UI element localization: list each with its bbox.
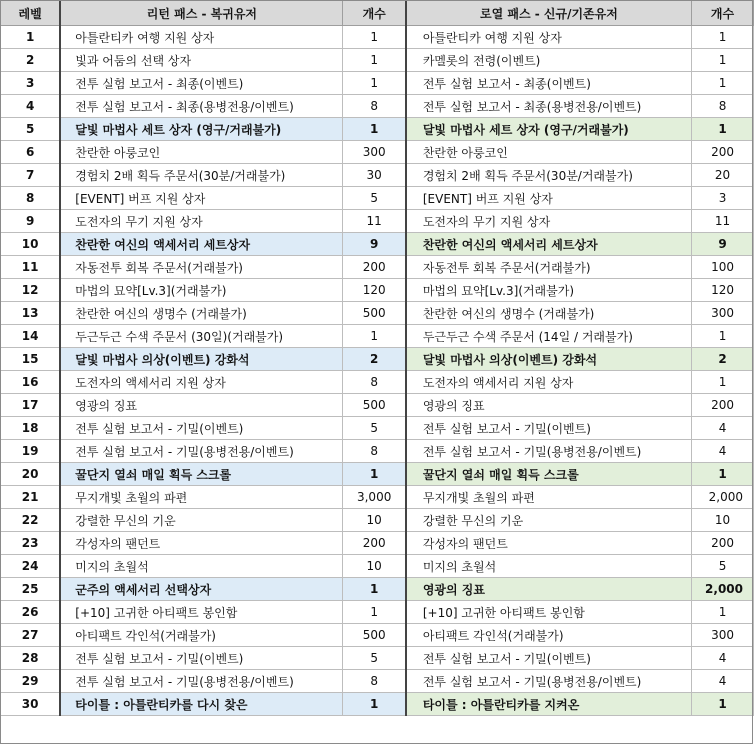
level-cell: 21 xyxy=(1,486,61,509)
level-cell: 9 xyxy=(1,210,61,233)
table-row xyxy=(1,141,754,164)
level-cell: 12 xyxy=(1,279,61,302)
return-item-cell: 달빛 마법사 세트 상자 (영구/거래불가) xyxy=(60,118,343,141)
royal-item-cell: 전투 실험 보고서 - 기밀(이벤트) xyxy=(406,417,692,440)
royal-count-cell: 3 xyxy=(692,187,754,210)
return-count-cell: 2 xyxy=(343,348,406,371)
royal-item-cell: 마법의 묘약[Lv.3](거래불가) xyxy=(406,279,692,302)
level-cell: 5 xyxy=(1,118,61,141)
return-count-cell: 1 xyxy=(343,118,406,141)
return-count-cell: 9 xyxy=(343,233,406,256)
level-cell: 17 xyxy=(1,394,61,417)
return-item-cell: [EVENT] 버프 지원 상자 xyxy=(60,187,343,210)
return-count-cell: 500 xyxy=(343,624,406,647)
royal-item-cell: 달빛 마법사 의상(이벤트) 강화석 xyxy=(406,348,692,371)
table-row xyxy=(1,509,754,532)
return-item-cell: 전투 실험 보고서 - 기밀(이벤트) xyxy=(60,647,343,670)
table-row xyxy=(1,164,754,187)
royal-count-cell: 1 xyxy=(692,49,754,72)
return-count-cell: 1 xyxy=(343,72,406,95)
return-count-cell: 500 xyxy=(343,394,406,417)
return-count-cell: 1 xyxy=(343,693,406,716)
return-item-cell: 아티팩트 각인석(거래불가) xyxy=(60,624,343,647)
return-item-cell: 찬란한 아룽코인 xyxy=(60,141,343,164)
table-row xyxy=(1,279,754,302)
level-cell: 14 xyxy=(1,325,61,348)
table-row xyxy=(1,233,754,256)
return-item-cell: 영광의 징표 xyxy=(60,394,343,417)
return-item-cell: 두근두근 수색 주문서 (30일)(거래불가) xyxy=(60,325,343,348)
level-cell: 6 xyxy=(1,141,61,164)
royal-item-cell: 미지의 초월석 xyxy=(406,555,692,578)
return-count-cell: 8 xyxy=(343,670,406,693)
level-cell: 8 xyxy=(1,187,61,210)
royal-count-cell: 120 xyxy=(692,279,754,302)
royal-item-cell: 전투 실험 보고서 - 기밀(이벤트) xyxy=(406,647,692,670)
royal-count-cell: 11 xyxy=(692,210,754,233)
royal-item-cell: 도전자의 액세서리 지원 상자 xyxy=(406,371,692,394)
return-item-cell: 도전자의 무기 지원 상자 xyxy=(60,210,343,233)
return-count-cell: 200 xyxy=(343,532,406,555)
return-count-header: 개수 xyxy=(343,1,406,26)
royal-item-cell: 무지개빛 초월의 파편 xyxy=(406,486,692,509)
return-item-cell: 자동전투 회복 주문서(거래불가) xyxy=(60,256,343,279)
royal-count-cell: 1 xyxy=(692,118,754,141)
table-row xyxy=(1,394,754,417)
royal-count-cell: 1 xyxy=(692,693,754,716)
table-row xyxy=(1,95,754,118)
return-item-cell: 강렬한 무신의 기운 xyxy=(60,509,343,532)
table-row xyxy=(1,693,754,716)
return-item-cell: 찬란한 여신의 액세서리 세트상자 xyxy=(60,233,343,256)
level-cell: 20 xyxy=(1,463,61,486)
royal-item-cell: 자동전투 회복 주문서(거래불가) xyxy=(406,256,692,279)
return-count-cell: 8 xyxy=(343,440,406,463)
return-pass-header: 리턴 패스 - 복귀유저 xyxy=(60,1,343,26)
return-count-cell: 10 xyxy=(343,555,406,578)
level-cell: 19 xyxy=(1,440,61,463)
royal-item-cell: 전투 실험 보고서 - 최종(이벤트) xyxy=(406,72,692,95)
return-count-cell: 5 xyxy=(343,417,406,440)
royal-count-cell: 1 xyxy=(692,72,754,95)
royal-count-header: 개수 xyxy=(692,1,754,26)
royal-count-cell: 20 xyxy=(692,164,754,187)
return-item-cell: 전투 실험 보고서 - 기밀(이벤트) xyxy=(60,417,343,440)
table-row xyxy=(1,118,754,141)
royal-count-cell: 100 xyxy=(692,256,754,279)
royal-item-cell: 찬란한 여신의 액세서리 세트상자 xyxy=(406,233,692,256)
level-cell: 4 xyxy=(1,95,61,118)
royal-count-cell: 2 xyxy=(692,348,754,371)
royal-count-cell: 200 xyxy=(692,532,754,555)
return-item-cell: 경험치 2배 획득 주문서(30분/거래불가) xyxy=(60,164,343,187)
return-item-cell: 타이틀 : 아틀란티카를 다시 찾은 xyxy=(60,693,343,716)
level-cell: 24 xyxy=(1,555,61,578)
level-cell: 18 xyxy=(1,417,61,440)
table-row xyxy=(1,486,754,509)
royal-item-cell: 영광의 징표 xyxy=(406,394,692,417)
royal-count-cell: 300 xyxy=(692,624,754,647)
royal-count-cell: 8 xyxy=(692,95,754,118)
level-cell: 10 xyxy=(1,233,61,256)
return-item-cell: 아틀란티카 여행 지원 상자 xyxy=(60,26,343,49)
table-row xyxy=(1,578,754,601)
return-item-cell: 전투 실험 보고서 - 최종(용병전용/이벤트) xyxy=(60,95,343,118)
level-cell: 3 xyxy=(1,72,61,95)
royal-item-cell: 도전자의 무기 지원 상자 xyxy=(406,210,692,233)
return-item-cell: 각성자의 팬던트 xyxy=(60,532,343,555)
reward-rows xyxy=(1,26,754,716)
royal-item-cell: [+10] 고귀한 아티팩트 봉인함 xyxy=(406,601,692,624)
royal-count-cell: 200 xyxy=(692,141,754,164)
royal-item-cell: 전투 실험 보고서 - 기밀(용병전용/이벤트) xyxy=(406,670,692,693)
return-count-cell: 30 xyxy=(343,164,406,187)
return-item-cell: 달빛 마법사 의상(이벤트) 강화석 xyxy=(60,348,343,371)
table-row xyxy=(1,532,754,555)
royal-item-cell: 타이틀 : 아틀란티카를 지켜온 xyxy=(406,693,692,716)
return-count-cell: 8 xyxy=(343,371,406,394)
return-count-cell: 11 xyxy=(343,210,406,233)
royal-item-cell: [EVENT] 버프 지원 상자 xyxy=(406,187,692,210)
table-row xyxy=(1,210,754,233)
return-item-cell: 무지개빛 초월의 파편 xyxy=(60,486,343,509)
level-cell: 16 xyxy=(1,371,61,394)
royal-count-cell: 200 xyxy=(692,394,754,417)
level-cell: 28 xyxy=(1,647,61,670)
return-count-cell: 5 xyxy=(343,647,406,670)
royal-count-cell: 1 xyxy=(692,601,754,624)
level-cell: 7 xyxy=(1,164,61,187)
level-cell: 25 xyxy=(1,578,61,601)
table-row xyxy=(1,647,754,670)
royal-count-cell: 2,000 xyxy=(692,578,754,601)
royal-count-cell: 4 xyxy=(692,440,754,463)
return-count-cell: 1 xyxy=(343,325,406,348)
table-row xyxy=(1,670,754,693)
royal-item-cell: 찬란한 아룽코인 xyxy=(406,141,692,164)
level-cell: 15 xyxy=(1,348,61,371)
royal-item-cell: 각성자의 팬던트 xyxy=(406,532,692,555)
return-count-cell: 8 xyxy=(343,95,406,118)
return-item-cell: 빛과 어둠의 선택 상자 xyxy=(60,49,343,72)
royal-count-cell: 1 xyxy=(692,371,754,394)
table-row xyxy=(1,440,754,463)
royal-item-cell: 찬란한 여신의 생명수 (거래불가) xyxy=(406,302,692,325)
level-cell: 30 xyxy=(1,693,61,716)
table-row xyxy=(1,325,754,348)
return-item-cell: 찬란한 여신의 생명수 (거래불가) xyxy=(60,302,343,325)
level-cell: 13 xyxy=(1,302,61,325)
royal-item-cell: 달빛 마법사 세트 상자 (영구/거래불가) xyxy=(406,118,692,141)
royal-count-cell: 9 xyxy=(692,233,754,256)
level-cell: 11 xyxy=(1,256,61,279)
royal-count-cell: 1 xyxy=(692,325,754,348)
table-row xyxy=(1,371,754,394)
return-item-cell: 꿀단지 열쇠 매일 획득 스크롤 xyxy=(60,463,343,486)
royal-item-cell: 아틀란티카 여행 지원 상자 xyxy=(406,26,692,49)
table-row xyxy=(1,26,754,49)
table-row xyxy=(1,463,754,486)
royal-count-cell: 4 xyxy=(692,647,754,670)
royal-item-cell: 카멜롯의 전령(이벤트) xyxy=(406,49,692,72)
return-count-cell: 1 xyxy=(343,463,406,486)
return-count-cell: 300 xyxy=(343,141,406,164)
table-row xyxy=(1,256,754,279)
return-item-cell: 전투 실험 보고서 - 기밀(용병전용/이벤트) xyxy=(60,670,343,693)
return-count-cell: 1 xyxy=(343,26,406,49)
level-cell: 1 xyxy=(1,26,61,49)
level-cell: 27 xyxy=(1,624,61,647)
return-item-cell: [+10] 고귀한 아티팩트 봉인함 xyxy=(60,601,343,624)
return-count-cell: 1 xyxy=(343,601,406,624)
royal-count-cell: 2,000 xyxy=(692,486,754,509)
level-cell: 26 xyxy=(1,601,61,624)
royal-count-cell: 300 xyxy=(692,302,754,325)
royal-count-cell: 5 xyxy=(692,555,754,578)
table-row xyxy=(1,302,754,325)
level-cell: 29 xyxy=(1,670,61,693)
royal-count-cell: 1 xyxy=(692,26,754,49)
royal-item-cell: 강렬한 무신의 기운 xyxy=(406,509,692,532)
royal-pass-header: 로열 패스 - 신규/기존유저 xyxy=(406,1,692,26)
royal-item-cell: 영광의 징표 xyxy=(406,578,692,601)
return-item-cell: 마법의 묘약[Lv.3](거래불가) xyxy=(60,279,343,302)
return-count-cell: 5 xyxy=(343,187,406,210)
return-count-cell: 500 xyxy=(343,302,406,325)
royal-count-cell: 10 xyxy=(692,509,754,532)
table-row xyxy=(1,348,754,371)
royal-item-cell: 꿀단지 열쇠 매일 획득 스크롤 xyxy=(406,463,692,486)
royal-count-cell: 1 xyxy=(692,463,754,486)
royal-item-cell: 전투 실험 보고서 - 최종(용병전용/이벤트) xyxy=(406,95,692,118)
header-row xyxy=(1,1,754,26)
table-row xyxy=(1,555,754,578)
return-count-cell: 1 xyxy=(343,578,406,601)
table-row xyxy=(1,72,754,95)
level-cell: 2 xyxy=(1,49,61,72)
return-item-cell: 도전자의 액세서리 지원 상자 xyxy=(60,371,343,394)
level-header: 레벨 xyxy=(1,1,61,26)
return-item-cell: 미지의 초월석 xyxy=(60,555,343,578)
return-item-cell: 전투 실험 보고서 - 최종(이벤트) xyxy=(60,72,343,95)
royal-item-cell: 전투 실험 보고서 - 기밀(용병전용/이벤트) xyxy=(406,440,692,463)
return-count-cell: 1 xyxy=(343,49,406,72)
table-row xyxy=(1,187,754,210)
return-item-cell: 군주의 액세서리 선택상자 xyxy=(60,578,343,601)
level-cell: 23 xyxy=(1,532,61,555)
return-count-cell: 200 xyxy=(343,256,406,279)
table-row xyxy=(1,417,754,440)
level-cell: 22 xyxy=(1,509,61,532)
royal-count-cell: 4 xyxy=(692,670,754,693)
royal-item-cell: 경험치 2배 획득 주문서(30분/거래불가) xyxy=(406,164,692,187)
table-row xyxy=(1,601,754,624)
table-row xyxy=(1,624,754,647)
royal-count-cell: 4 xyxy=(692,417,754,440)
table-row xyxy=(1,49,754,72)
return-count-cell: 10 xyxy=(343,509,406,532)
return-count-cell: 120 xyxy=(343,279,406,302)
return-item-cell: 전투 실험 보고서 - 기밀(용병전용/이벤트) xyxy=(60,440,343,463)
royal-item-cell: 두근두근 수색 주문서 (14일 / 거래불가) xyxy=(406,325,692,348)
royal-item-cell: 아티팩트 각인석(거래불가) xyxy=(406,624,692,647)
return-count-cell: 3,000 xyxy=(343,486,406,509)
